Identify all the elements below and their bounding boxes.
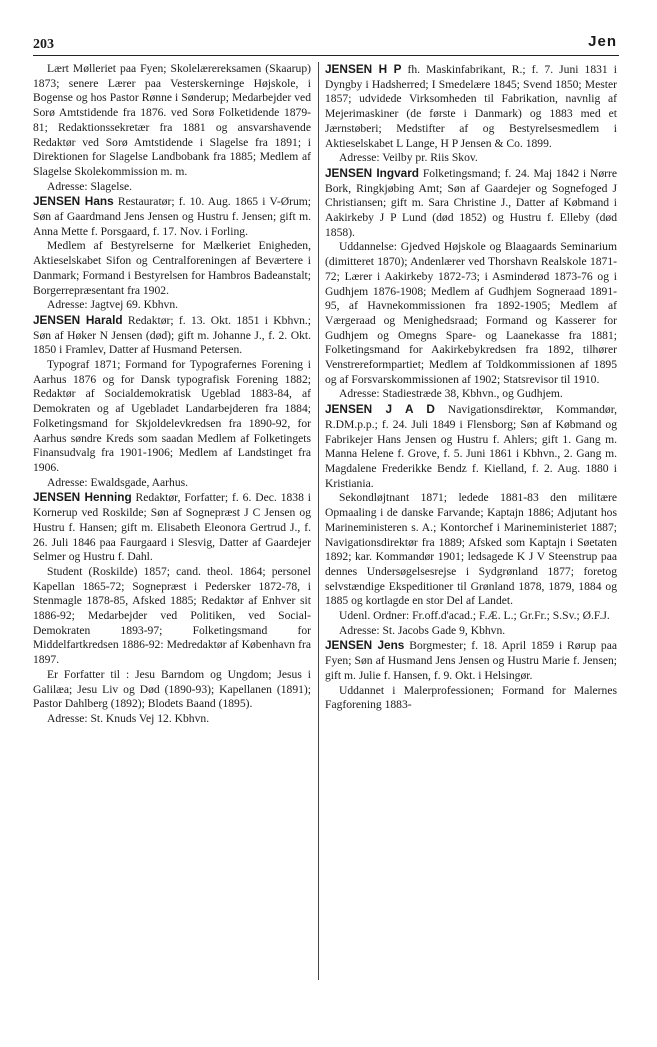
entry-text: Restauratør; f. 10. Aug. 1865 i V-Ørum; Søn af Gaardmand Jens Jensen og Hustru f. Jensen; gift m. Anna Mette f. Porsgaard, f. 17. Nov. i Forling. <box>33 195 311 238</box>
page-number: 203 <box>33 37 54 52</box>
entry-headword: JENSEN H P <box>325 62 402 76</box>
entry-headword: JENSEN Ingvard <box>325 165 420 180</box>
entry-headword: JENSEN Hans <box>33 194 114 209</box>
entry-text: Redaktør; f. 13. Okt. 1851 i Kbhvn.; Søn af Høker N Jensen (død); gift m. Johanne J., f. 2. Okt. 1850 i Framlev, Datter af Husmand Petersen. <box>33 313 311 357</box>
body-paragraph: Uddannelse: Gjedved Højskole og Blaagaards Seminarium (dimitteret 1870); Andenlærer ved Thorshavn Realskole 1871-72; Lærer i Aakirkeby 1872-73; i Asminderød 1873-76 og i Gudhjem 1876-1908; Medlem af Gudhjem Sogneraad 1891-95, af Havnekommissionen fra 1892-1905; Medlem af Værgeraad og Menighedsraad; Formand og Kasserer for Gudhjem og Omegns Spare- og Laanekasse fra 1881; Folketingsmand for Aakirkebykredsen fra 1892, tilhører Venstrereformpartiet; Medlem af Toldkommissionen af 1895 og af Forsvarskommissionen af 1902; Statsrevisor til 1910. <box>325 240 617 386</box>
entry-headword: JENSEN Jens <box>325 638 405 653</box>
left-column <box>33 62 311 727</box>
body-paragraph: Student (Roskilde) 1857; cand. theol. 1864; personel Kapellan 1865-72; Sognepræst i Pedersker 1872-78, i Stenmagle 1878-85, Afsked 1885; Redaktør af Enhver sit 1886-92; Medarbejder ved Politiken, ved Social-Demokraten 1893-97; Folketingsmand for Middelfartkredsen 1886-92: Medredaktør af København fra 1897. <box>33 564 311 667</box>
entry-paragraph <box>33 490 311 565</box>
address-line: Adresse: Stadiestræde 38, Kbhvn., og Gudhjem. <box>339 387 563 401</box>
body-paragraph: Sekondløjtnant 1871; ledede 1881-83 den militære Opmaaling i de danske Farvande; Kaptajn 1886; Adjutant hos Marineministeren s. A.; Kontorchef i Marineministeriet 1887; Navigationsdirektør fra 1889; Afsked som Kaptajn i Søetaten 1892; kar. Kommandør 1901; ledsagede K J V Steenstrup paa dennes Undersøgelsesrejse i Sydgrønland 1877; foretog selvstændige Ekspeditioner til Grønland 1878, 1879, 1884 og 1885 og kortlagde en stor Del af Landet. <box>325 491 617 608</box>
entry-headword: JENSEN Henning <box>33 490 132 505</box>
entry-text: Borgmester; f. 18. April 1859 i Rørup paa Fyen; Søn af Husmand Jens Jensen og Hustru Marie f. Jensen; gift m. Julie f. Hansen, f. 9. Okt. i Helsingør. <box>325 639 618 682</box>
entry-headword: JENSEN Harald <box>33 312 123 327</box>
body-paragraph: Medlem af Bestyrelserne for Mælkeriet Enigheden, Aktieselskabet Sifon og Centralforeningen af Beværtere i Danmark; Formand i Bestyrelsen for Hambros Badeanstalt; Borgerrepræsentant fra 1902. <box>33 239 311 297</box>
body-paragraph: Udenl. Ordner: Fr.off.d'acad.; F.Æ. L.; Gr.Fr.; S.Sv.; Ø.F.J. <box>339 609 610 623</box>
address-line: Adresse: Jagtvej 69. Kbhvn. <box>47 298 179 312</box>
entry-paragraph <box>325 62 617 151</box>
body-paragraph: Typograf 1871; Formand for Typografernes Forening i Aarhus 1876 og for Dansk typografisk Forening 1882; Redaktør af Socialdemokratisk Ugeblad 1883-84, af Demokraten og af Ugebladet Landarbejderen fra 1884; Folketingsmand for Skjoldelevkredsen fra 1890-92, for Aarhus søndre Kreds som saadan Medlem af Folketingets Finansudvalg fra 1901-1906; Medlem af Landstinget fra 1906. <box>33 358 311 474</box>
entry-text: Folketingsmand; f. 24. Maj 1842 i Nørre Bork, Ringkjøbing Amt; Søn af Gaardejer og Sognefoged J Christiansen; gift m. Sara Christine J., Datter af Købmand i Aakirkeby J P Lund (død 1852) og Hustru f. Elleby (død 1858). <box>325 166 617 239</box>
entry-paragraph <box>325 638 617 683</box>
entry-text: fh. Maskinfabrikant, R.; f. 7. Juni 1831 i Dyngby i Hadsherred; I Smedelære 1845; Svend 1850; Mester 1857; udvidede Virksomheden til Fabrikation, navnlig af Mejerimaskiner (de første i Danmark) og 1883 med et Jærnstøberi; Medstifter af og Bestyrelsesmedlem i Aktieselskabet L Lange, H P Jensen & Co. 1899. <box>325 63 618 150</box>
entry-paragraph <box>33 313 311 358</box>
address-line: Adresse: Ewaldsgade, Aarhus. <box>47 475 189 489</box>
address-line: Adresse: Slagelse. <box>47 179 133 193</box>
address-line: Adresse: Veilby pr. Riis Skov. <box>339 151 478 165</box>
body-paragraph: Lært Mølleriet paa Fyen; Skolelærereksamen (Skaarup) 1873; senere Lærer paa Vesterskerninge Højskole, i Bogense og hos Pastor Rønne i Sønderup; Medarbejder ved Sorø Amtstidende fra 1876. ved Sorø Folketidende 1879-81; Redaktionssekretær fra 1881 og ansvarshavende Redaktør ved Sorø Amtstidende i Slagelse fra 1891; i Direktionen for Slagelse Landbobank fra 1885; Medlem af Slagelse Skolekommission m. m. <box>33 62 311 178</box>
column-divider <box>318 62 319 980</box>
entry-text: Navigationsdirektør, Kommandør, R.DM.p.p.; f. 24. Juli 1849 i Flensborg; Søn af Købmand og Fabrikejer Hans Jensen og Hustru f. Ahlers; gift 1. Gang m. Manna Helene f. Grove, f. 5. Juni 1861 i Kbhvn., 2. Gang m. Magdalene Frederikke Bendz f. Kielland, f. 2. Aug. 1880 i Kristiania. <box>325 403 617 490</box>
running-head: Jen <box>588 33 617 50</box>
address-line: Adresse: St. Knuds Vej 12. Kbhvn. <box>47 711 210 725</box>
entry-paragraph <box>325 402 617 491</box>
entry-paragraph <box>33 194 311 239</box>
body-paragraph: Uddannet i Malerprofessionen; Formand for Malernes Fagforening 1883- <box>325 683 617 712</box>
address-line: Adresse: St. Jacobs Gade 9, Kbhvn. <box>339 623 506 637</box>
body-paragraph: Er Forfatter til : Jesu Barndom og Ungdom; Jesus i Galilæa; Jesu Liv og Død (1890-93); Kapellanen (1891); Pastor Dahlberg (1892); Blodets Baand (1895). <box>33 667 311 711</box>
entry-text: Redaktør, Forfatter; f. 6. Dec. 1838 i Kornerup ved Roskilde; Søn af Sognepræst J C Jensen og Hustru f. Hansen; gift m. Elisabeth Eleonora Gertrud J., f. 26. Juli 1846 paa Faurgaard i Slesvig, Datter af Gaardejer Selmer og Hustru f. Dahl. <box>33 491 311 564</box>
header-rule <box>33 55 619 56</box>
entry-headword: JENSEN J A D <box>325 402 435 417</box>
entry-paragraph <box>325 166 617 241</box>
right-column <box>325 62 617 713</box>
